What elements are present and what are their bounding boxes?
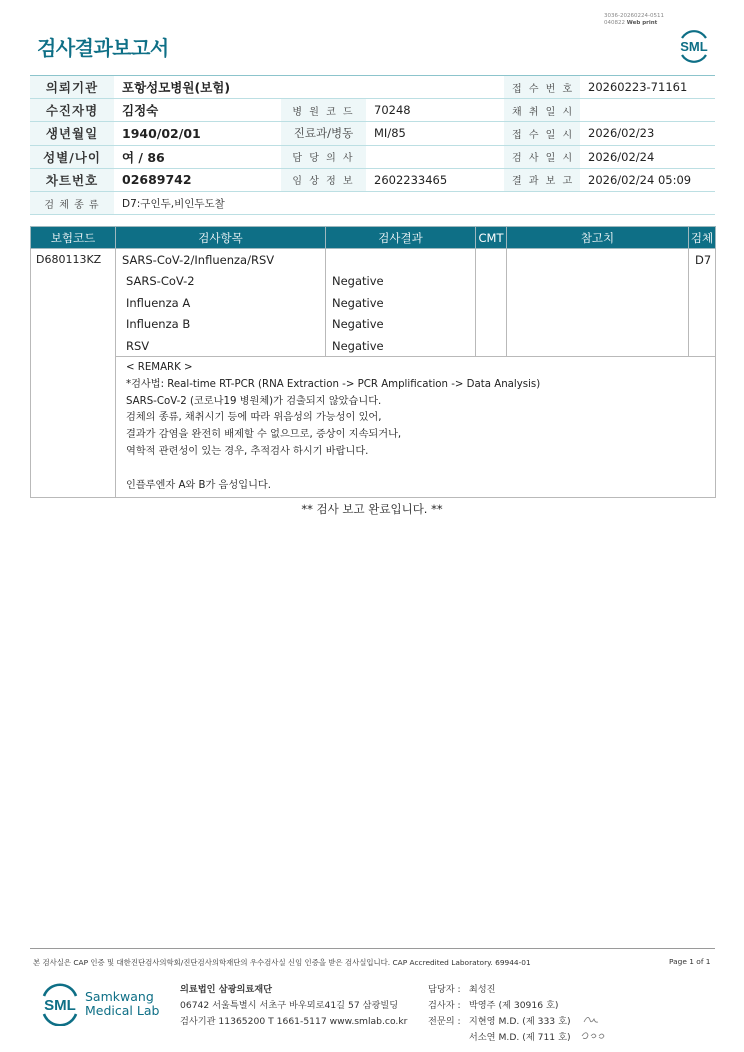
item-name: SARS-CoV-2 — [116, 271, 326, 293]
remark-line: 검체의 종류, 채취시기 등에 따라 위음성의 가능성이 있어, — [126, 412, 382, 424]
print-id-line1: 3036-20260224-0511 — [604, 13, 664, 19]
brand-name — [85, 990, 159, 1018]
staff-line — [428, 982, 571, 998]
staff-role: 검사자 : — [428, 1000, 461, 1011]
label-receipt-no: 접 수 번 호 — [504, 76, 580, 99]
certification-text: 본 검사실은 CAP 인증 및 대한진단검사의학회/진단검사의학재단의 우수검사실 신임 인증을 받은 검사실입니다. CAP Accredited Laboratory. 69944-01 — [33, 958, 531, 967]
header-cmt: CMT — [476, 227, 507, 249]
value-requester: 포항성모병원(보험) — [114, 76, 504, 99]
remark-line: < REMARK > — [126, 362, 193, 373]
item-result: Negative — [326, 314, 476, 336]
group-name: SARS-CoV-2/Influenza/RSV — [116, 249, 326, 271]
label-sex-age: 성별/나이 — [30, 145, 114, 168]
table-row — [31, 292, 716, 314]
remark-line: 역학적 관련성이 있는 경우, 추적검사 하시기 바랍니다. — [126, 445, 369, 457]
page-title: 검사결과보고서 — [37, 36, 169, 60]
group-specimen: D7 — [689, 249, 716, 271]
staff-line — [428, 1030, 571, 1046]
info-row — [30, 76, 715, 99]
print-code: 040822 — [604, 20, 625, 26]
group-ref — [507, 249, 689, 271]
value-receipt-no: 20260223-71161 — [580, 76, 715, 99]
item-name: Influenza B — [116, 314, 326, 336]
sml-footer-logo-icon — [37, 980, 83, 1026]
org-address: 06742 서울특별시 서초구 바우뫼로41길 57 삼광빌딩 — [180, 1000, 399, 1011]
header-item: 검사항목 — [116, 227, 326, 249]
table-row — [31, 271, 716, 293]
info-row — [30, 145, 715, 168]
print-label: Web print — [626, 20, 658, 26]
item-result: Negative — [326, 271, 476, 293]
staff-line — [428, 1014, 571, 1030]
staff-name: 지현영 M.D. (제 333 호) — [468, 1016, 571, 1027]
remark-cell — [116, 357, 716, 498]
value-collect-date — [580, 99, 715, 122]
header-result: 검사결과 — [326, 227, 476, 249]
logo-text: SML — [680, 39, 708, 54]
value-name: 김정숙 — [114, 99, 281, 122]
org-contact: 검사기관 11365200 T 1661-5117 www.smlab.co.kr — [180, 1016, 408, 1027]
page-number: Page 1 of 1 — [669, 957, 711, 966]
value-chart: 02689742 — [114, 168, 281, 191]
brand-line2: Medical Lab — [85, 1003, 160, 1018]
value-dept: MI/85 — [366, 122, 504, 145]
value-doctor — [366, 145, 504, 168]
value-sex-age: 여 / 86 — [114, 145, 281, 168]
staff-name: 최성진 — [468, 984, 496, 995]
remark-line: *검사법: Real-time RT-PCR (RNA Extraction -> PCR Amplification -> Data Analysis) — [126, 378, 541, 390]
remark-line: 인플루엔자 A와 B가 음성입니다. — [126, 479, 272, 491]
header-specimen: 검체 — [689, 227, 716, 249]
group-result — [326, 249, 476, 271]
sml-logo-icon — [674, 24, 714, 64]
table-row — [31, 335, 716, 357]
table-row — [31, 249, 716, 271]
results-table — [30, 226, 716, 498]
label-birth: 생년월일 — [30, 122, 114, 145]
organization-info — [180, 982, 407, 1030]
group-cmt — [476, 249, 507, 271]
remark-line — [126, 461, 707, 478]
value-hospital-code: 70248 — [366, 99, 504, 122]
item-result: Negative — [326, 292, 476, 314]
remark-line: SARS-CoV-2 (코로나19 병원체)가 검출되지 않았습니다. — [126, 395, 382, 407]
staff-line — [428, 998, 571, 1014]
info-row — [30, 168, 715, 191]
label-collect-date: 채 취 일 시 — [504, 99, 580, 122]
brand-line1: Samkwang — [85, 989, 154, 1004]
header-code: 보험코드 — [31, 227, 116, 249]
label-dept: 진료과/병동 — [281, 122, 366, 145]
label-requester: 의뢰기관 — [30, 76, 114, 99]
label-chart: 차트번호 — [30, 168, 114, 191]
item-name: Influenza A — [116, 292, 326, 314]
remark-line: 결과가 감염을 완전히 배제할 수 없으므로, 증상이 지속되거나, — [126, 429, 402, 441]
item-result: Negative — [326, 335, 476, 357]
remark-row — [31, 357, 716, 498]
group-code: D680113KZ — [31, 249, 116, 271]
completion-message: ** 검사 보고 완료입니다. ** — [301, 502, 443, 516]
print-id-line2 — [604, 20, 664, 27]
staff-name: 서소연 M.D. (제 711 호) — [468, 1032, 571, 1043]
info-row — [30, 99, 715, 122]
staff-role: 담당자 : — [428, 984, 461, 995]
value-report-date: 2026/02/24 05:09 — [580, 168, 715, 191]
patient-info-table — [30, 75, 715, 215]
table-row — [31, 314, 716, 336]
header-ref: 참고치 — [507, 227, 689, 249]
item-name: RSV — [116, 335, 326, 357]
value-receipt-date: 2026/02/23 — [580, 122, 715, 145]
value-clinical: 2602233465 — [366, 168, 504, 191]
value-test-date: 2026/02/24 — [580, 145, 715, 168]
label-clinical: 임 상 정 보 — [281, 168, 366, 191]
remark-text — [122, 357, 709, 497]
print-id — [604, 13, 664, 27]
value-birth: 1940/02/01 — [114, 122, 281, 145]
org-name: 의료법인 삼광의료재단 — [180, 984, 272, 995]
staff-role: 전문의 : — [428, 1016, 461, 1027]
label-report-date: 결 과 보 고 — [504, 168, 580, 191]
label-test-date: 검 사 일 시 — [504, 145, 580, 168]
info-row — [30, 122, 715, 145]
label-receipt-date: 접 수 일 시 — [504, 122, 580, 145]
footer-logo-text: SML — [44, 997, 76, 1014]
label-doctor: 담 당 의 사 — [281, 145, 366, 168]
label-specimen: 검 체 종 류 — [30, 191, 114, 214]
info-row — [30, 191, 715, 214]
staff-info — [428, 982, 571, 1046]
signature-icon — [578, 1010, 614, 1044]
footer-divider — [30, 948, 715, 949]
staff-name: 박영주 (제 30916 호) — [468, 1000, 559, 1011]
value-specimen: D7:구인두,비인두도찰 — [114, 191, 715, 214]
label-hospital-code: 병 원 코 드 — [281, 99, 366, 122]
results-header — [31, 227, 716, 249]
label-name: 수진자명 — [30, 99, 114, 122]
